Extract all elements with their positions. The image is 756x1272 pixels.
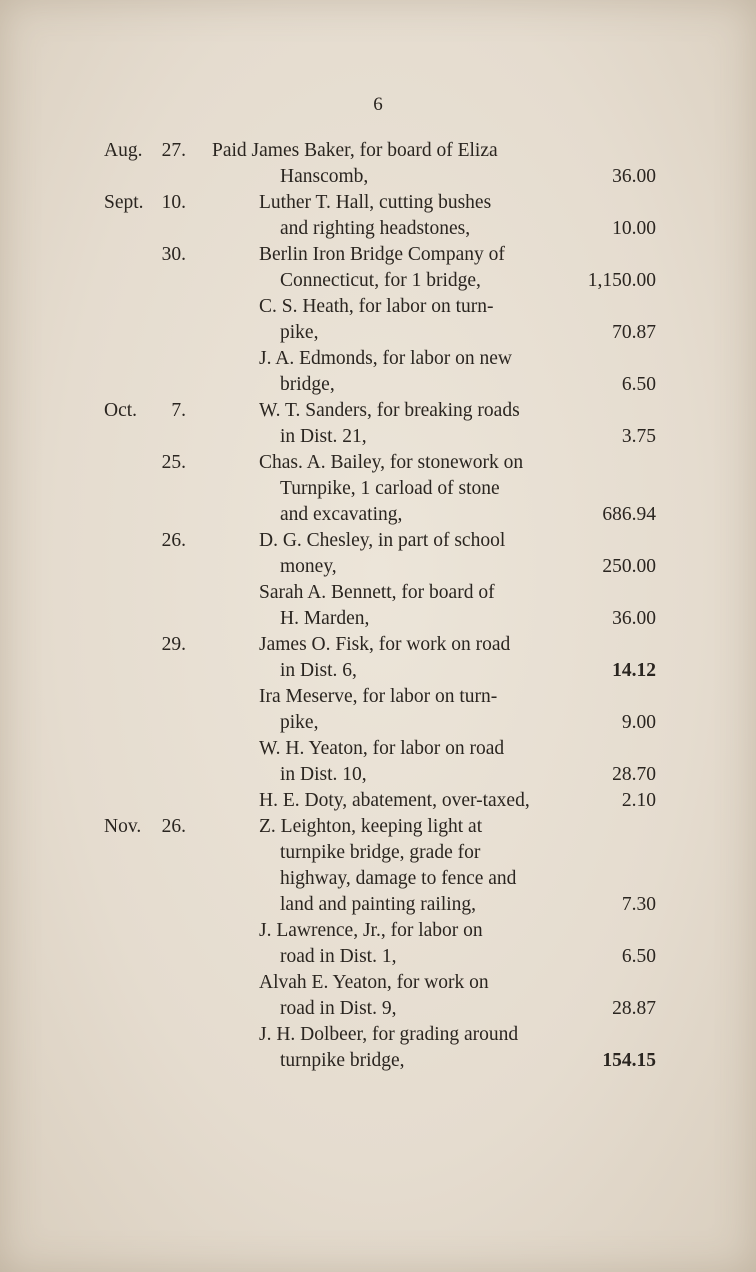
ledger-entry — [0, 346, 756, 398]
entry-day: 27. — [161, 140, 186, 161]
entry-description: J. Lawrence, Jr., for labor on — [259, 920, 483, 941]
entry-description: Paid James Baker, for board of Eliza — [212, 140, 498, 161]
entry-line — [0, 866, 756, 892]
entry-description: C. S. Heath, for labor on turn- — [259, 296, 494, 317]
entry-description: Z. Leighton, keeping light at — [259, 816, 483, 837]
entry-description: Ira Meserve, for labor on turn- — [259, 686, 498, 707]
entry-line — [0, 658, 756, 684]
entry-line — [0, 840, 756, 866]
entry-line — [0, 892, 756, 918]
ledger-entry — [0, 788, 756, 814]
ledger-entry — [0, 970, 756, 1022]
entry-line — [0, 554, 756, 580]
entry-line — [0, 424, 756, 450]
entry-description: J. H. Dolbeer, for grading around — [259, 1024, 519, 1045]
entry-amount: 36.00 — [612, 608, 656, 629]
entry-amount: 6.50 — [621, 946, 656, 967]
entry-line — [0, 632, 756, 658]
ledger-entries — [0, 138, 756, 1074]
entry-description: turnpike bridge, grade for — [280, 842, 481, 863]
entry-day: 10. — [161, 192, 186, 213]
entry-line — [0, 398, 756, 424]
entry-line — [0, 996, 756, 1022]
entry-line — [0, 450, 756, 476]
entry-description: W. H. Yeaton, for labor on road — [259, 738, 505, 759]
ledger-entry — [0, 1022, 756, 1074]
entry-description: road in Dist. 1, — [280, 946, 397, 967]
entry-amount: 14.12 — [612, 660, 656, 681]
entry-line — [0, 580, 756, 606]
ledger-entry — [0, 190, 756, 242]
entry-line — [0, 528, 756, 554]
entry-line — [0, 190, 756, 216]
entry-description: and excavating, — [280, 504, 403, 525]
entry-description: J. A. Edmonds, for labor on new — [259, 348, 512, 369]
entry-amount: 9.00 — [621, 712, 656, 733]
entry-description: land and painting railing, — [280, 894, 477, 915]
entry-line — [0, 762, 756, 788]
entry-day: 29. — [161, 634, 186, 655]
entry-line — [0, 242, 756, 268]
entry-amount: 3.75 — [621, 426, 656, 447]
entry-amount: 7.30 — [621, 894, 656, 915]
ledger-entry — [0, 684, 756, 736]
entry-description: money, — [280, 556, 337, 577]
entry-description: road in Dist. 9, — [280, 998, 397, 1019]
ledger-entry — [0, 528, 756, 580]
entry-line — [0, 736, 756, 762]
entry-day: 26. — [161, 816, 186, 837]
entry-day: 30. — [161, 244, 186, 265]
entry-description: turnpike bridge, — [280, 1050, 405, 1071]
entry-description: and righting headstones, — [280, 218, 471, 239]
entry-amount: 6.50 — [621, 374, 656, 395]
entry-amount: 10.00 — [612, 218, 656, 239]
entry-line — [0, 814, 756, 840]
entry-description: in Dist. 10, — [280, 764, 367, 785]
entry-description: James O. Fisk, for work on road — [259, 634, 511, 655]
entry-description: in Dist. 6, — [280, 660, 357, 681]
entry-amount: 28.70 — [612, 764, 656, 785]
page-number: 6 — [373, 94, 383, 115]
ledger-entry — [0, 398, 756, 450]
entry-description: Sarah A. Bennett, for board of — [259, 582, 495, 603]
entry-line — [0, 268, 756, 294]
entry-month: Oct. — [104, 400, 138, 421]
entry-description: Berlin Iron Bridge Company of — [259, 244, 505, 265]
ledger-entry — [0, 918, 756, 970]
entry-amount: 70.87 — [612, 322, 656, 343]
entry-description: W. T. Sanders, for breaking roads — [259, 400, 520, 421]
entry-description: pike, — [280, 322, 319, 343]
entry-description: Chas. A. Bailey, for stonework on — [259, 452, 524, 473]
entry-line — [0, 138, 756, 164]
entry-line — [0, 476, 756, 502]
entry-amount: 28.87 — [612, 998, 656, 1019]
ledger-entry — [0, 736, 756, 788]
entry-description: bridge, — [280, 374, 335, 395]
entry-description: H. Marden, — [280, 608, 370, 629]
entry-description: D. G. Chesley, in part of school — [259, 530, 506, 551]
entry-amount: 154.15 — [602, 1050, 656, 1071]
entry-description: Hanscomb, — [280, 166, 369, 187]
ledger-entry — [0, 294, 756, 346]
entry-line — [0, 684, 756, 710]
ledger-entry — [0, 580, 756, 632]
entry-description: Luther T. Hall, cutting bushes — [259, 192, 492, 213]
entry-line — [0, 164, 756, 190]
ledger-entry — [0, 814, 756, 918]
entry-line — [0, 788, 756, 814]
entry-line — [0, 710, 756, 736]
entry-amount: 2.10 — [621, 790, 656, 811]
entry-month: Aug. — [104, 140, 143, 161]
ledger-entry — [0, 450, 756, 528]
entry-description: in Dist. 21, — [280, 426, 367, 447]
ledger-entry — [0, 632, 756, 684]
entry-line — [0, 1048, 756, 1074]
entry-line — [0, 294, 756, 320]
entry-line — [0, 970, 756, 996]
entry-line — [0, 918, 756, 944]
entry-month: Sept. — [104, 192, 144, 213]
entry-day: 25. — [161, 452, 186, 473]
entry-description: Alvah E. Yeaton, for work on — [259, 972, 489, 993]
entry-line — [0, 502, 756, 528]
entry-description: Connecticut, for 1 bridge, — [280, 270, 481, 291]
entry-day: 7. — [171, 400, 186, 421]
entry-line — [0, 216, 756, 242]
entry-amount: 250.00 — [602, 556, 656, 577]
entry-line — [0, 320, 756, 346]
entry-description: highway, damage to fence and — [280, 868, 517, 889]
ledger-entry — [0, 242, 756, 294]
entry-description: pike, — [280, 712, 319, 733]
entry-day: 26. — [161, 530, 186, 551]
entry-line — [0, 944, 756, 970]
entry-description: H. E. Doty, abatement, over-taxed, — [259, 790, 530, 811]
entry-amount: 686.94 — [602, 504, 656, 525]
entry-line — [0, 1022, 756, 1048]
entry-month: Nov. — [104, 816, 142, 837]
entry-amount: 36.00 — [612, 166, 656, 187]
entry-line — [0, 372, 756, 398]
entry-line — [0, 346, 756, 372]
ledger-entry — [0, 138, 756, 190]
entry-line — [0, 606, 756, 632]
entry-description: Turnpike, 1 carload of stone — [280, 478, 500, 499]
entry-amount: 1,150.00 — [587, 270, 656, 291]
